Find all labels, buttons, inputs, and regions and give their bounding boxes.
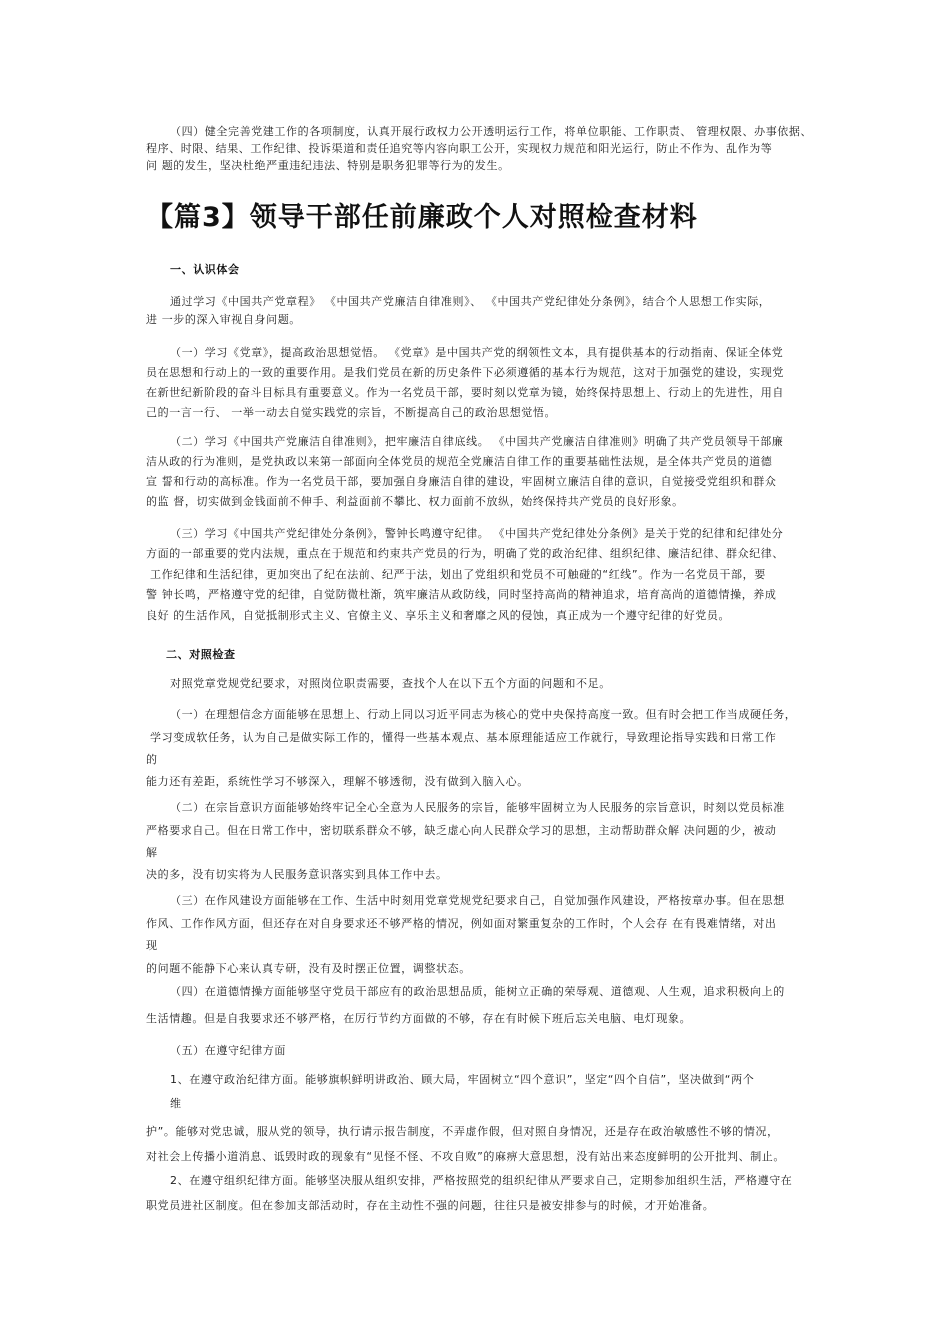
text-line: 解 [146, 846, 158, 859]
text-line: 警 钟长鸣，严格遵守党的纪律，自觉防微杜渐，筑牢廉洁从政防线，同时坚持高尚的精神追求，培育高尚的道德情操，养成 [146, 588, 777, 601]
text-line: 学习变成软任务，认为自己是做实际工作的，懂得一些基本观点、基本原理能适应工作就行，导致理论指导实践和日常工作 [150, 731, 777, 744]
section2-paragraph-5: （五）在遵守纪律方面 [170, 1044, 286, 1057]
text-line: 职党员进社区制度。但在参加支部活动时，存在主动性不强的问题，往往只是被安排参与的时候，才开始准备。 [146, 1199, 715, 1212]
section2-intro: 对照党章党规党纪要求，对照岗位职责需要，查找个人在以下五个方面的问题和不足。 [170, 677, 611, 690]
text-line: （一）学习《党章》，提高政治思想觉悟。 《党章》是中国共产党的纲领性文本，具有提供基本的行动指南、保证全体党 [170, 346, 784, 359]
text-line: 严格要求自己。但在日常工作中，密切联系群众不够，缺乏虚心向人民群众学习的思想，主动帮助群众解 决问题的少，被动 [146, 824, 777, 837]
text-line: （四）在道德情操方面能够坚守党员干部应有的政治思想品质，能树立正确的荣辱观、道德观、人生观，追求积极向上的 [170, 985, 785, 998]
text-line: 宣 誓和行动的高标准。作为一名党员干部，要加强自身廉洁自律的建设，牢固树立廉洁自律的意识，自觉接受党组织和群众 [146, 475, 777, 488]
text-line: 洁从政的行为准则，是党执政以来第一部面向全体党员的规范全党廉洁自律工作的重要基础性法规，是全体共产党员的道德 [146, 455, 773, 468]
text-line: 现 [146, 939, 158, 952]
text-line: 的问题不能静下心来认真专研，没有及时摆正位置，调整状态。 [146, 962, 471, 975]
text-line: 生活情趣。但是自我要求还不够严格，在厉行节约方面做的不够，存在有时候下班后忘关电脑、电灯现象。 [146, 1012, 692, 1025]
text-line: （四）健全完善党建工作的各项制度，认真开展行政权力公开透明运行工作，将单位职能、工作职责、 管理权限、办事依据、 [170, 125, 813, 138]
section-heading-understanding: 一、认识体会 [170, 263, 240, 276]
text-line: 能力还有差距，系统性学习不够深入，理解不够透彻，没有做到入脑入心。 [146, 775, 529, 788]
text-line: 的监 督，切实做到金钱面前不伸手、利益面前不攀比、权力面前不放纵，始终保持共产党员的良好形象。 [146, 495, 684, 508]
text-line: 问 题的发生，坚决杜绝严重违纪违法、特别是职务犯罪等行为的发生。 [146, 159, 510, 172]
page-title: 【篇3】领导干部任前廉政个人对照检查材料 [146, 202, 698, 233]
text-line: （三）在作风建设方面能够在工作、生活中时刻用党章党规党纪要求自己，自觉加强作风建设，严格按章办事。但在思想 [170, 894, 785, 907]
text-line: 在新世纪新阶段的奋斗目标具有重要意义。作为一名党员干部，要时刻以党章为镜，始终保持思想上、行动上的先进性，用自 [146, 386, 784, 399]
text-line: 进 一步的深入审视自身问题。 [146, 313, 301, 326]
text-line: 的 [146, 753, 158, 766]
text-line: 通过学习《中国共产党章程》 《中国共产党廉洁自律准则》、 《中国共产党纪律处分条例》，结合个人思想工作实际， [170, 295, 771, 308]
text-line: （一）在理想信念方面能够在思想上、行动上同以习近平同志为核心的党中央保持高度一致。但有时会把工作当成硬任务， [170, 708, 797, 721]
text-line: （二）学习《中国共产党廉洁自律准则》，把牢廉洁自律底线。 《中国共产党廉洁自律准则》明确了共产党员领导干部廉 [170, 435, 784, 448]
text-line: （二）在宗旨意识方面能够始终牢记全心全意为人民服务的宗旨，能够牢固树立为人民服务的宗旨意识，时刻以党员标准 [170, 801, 785, 814]
text-line: 员在思想和行动上的一致的重要作用。是我们党员在新的历史条件下必须遵循的基本行为规范，这对于加强党的建设，实现党 [146, 366, 784, 379]
text-line: （三）学习《中国共产党纪律处分条例》，警钟长鸣遵守纪律。 《中国共产党纪律处分条例》是关于党的纪律和纪律处分 [170, 527, 784, 540]
text-line: 工作纪律和生活纪律，更加突出了纪在法前、纪严于法，划出了党组织和党员不可触碰的“红线”。作为一名党员干部，要 [150, 568, 766, 581]
text-line: 程序、时限、结果、工作纪律、投诉渠道和责任追究等内容向职工公开，实现权力规范和阳光运行，防止不作为、乱作为等 [146, 142, 773, 155]
text-line: 维 [170, 1097, 182, 1110]
section-heading-comparison: 二、对照检查 [166, 648, 236, 661]
text-line: 1、在遵守政治纪律方面。能够旗帜鲜明讲政治、顾大局，牢固树立“四个意识”，坚定“四个自信”，坚决做到“两个 [170, 1073, 755, 1086]
text-line: 方面的一部重要的党内法规，重点在于规范和约束共产党员的行为，明确了党的政治纪律、组织纪律、廉洁纪律、群众纪律、 [146, 547, 784, 560]
text-line: 护”。能够对党忠诚，服从党的领导，执行请示报告制度，不弄虚作假，但对照自身情况，还是存在政治敏感性不够的情况， [146, 1125, 779, 1138]
text-line: 作风、工作作风方面，但还存在对自身要求还不够严格的情况，例如面对繁重复杂的工作时，个人会存 在有畏难情绪，对出 [146, 917, 777, 930]
text-line: 决的多，没有切实将为人民服务意识落实到具体工作中去。 [146, 868, 448, 881]
text-line: 2、在遵守组织纪律方面。能够坚决服从组织安排，严格按照党的组织纪律从严要求自己，定期参加组织生活，严格遵守在 [170, 1174, 793, 1187]
text-line: 己的一言一行、 一举一动去自觉实践党的宗旨，不断提高自己的政治思想觉悟。 [146, 406, 557, 419]
text-line: 对社会上传播小道消息、诋毁时政的现象有“见怪不怪、不攻自败”的麻痹大意思想，没有站出来态度鲜明的公开批判、制止。 [146, 1150, 785, 1163]
text-line: 良好 的生活作风，自觉抵制形式主义、官僚主义、享乐主义和奢靡之风的侵蚀，真正成为一个遵守纪律的好党员。 [146, 609, 731, 622]
